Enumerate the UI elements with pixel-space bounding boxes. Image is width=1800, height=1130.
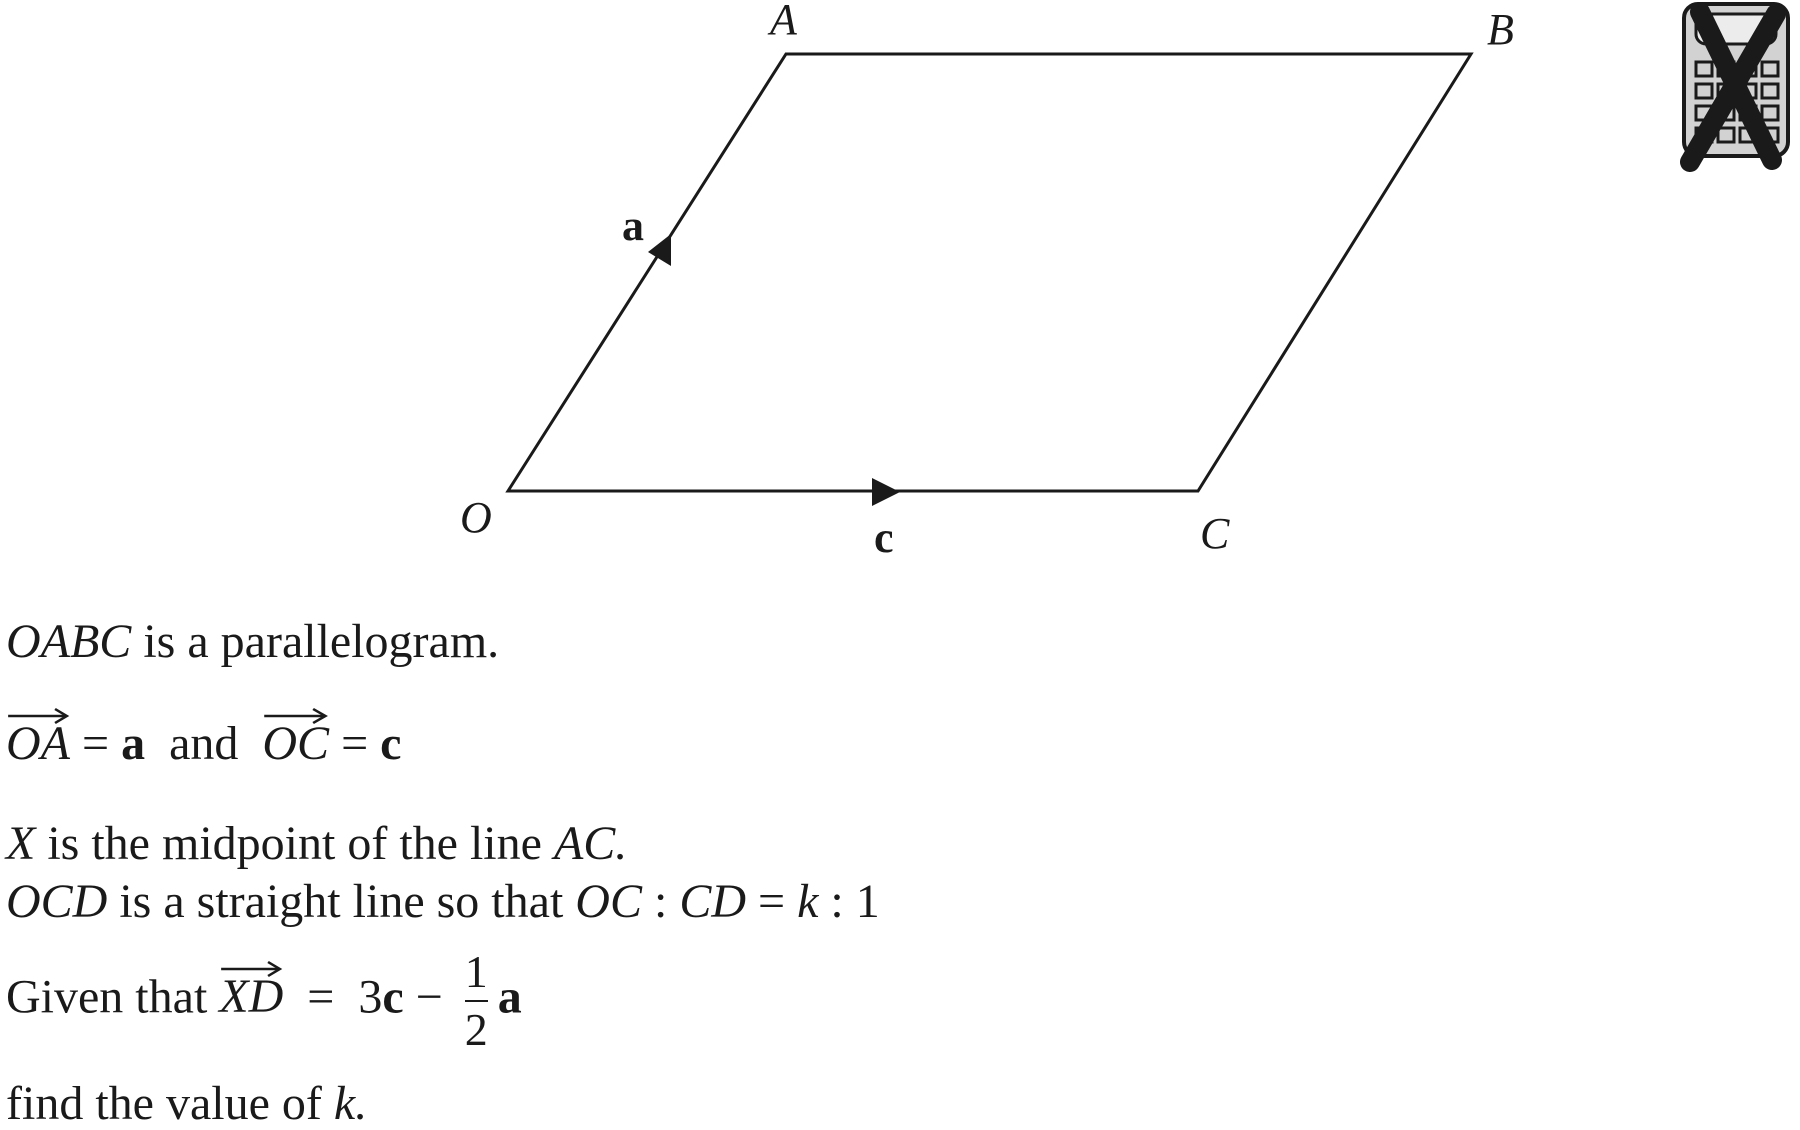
vector-xd-label: XD xyxy=(219,970,284,1024)
given-text: Given that xyxy=(6,970,220,1024)
vertex-label-c: C xyxy=(1200,509,1230,558)
shape-name: OABC xyxy=(6,615,132,668)
equals-three: = 3 xyxy=(283,970,383,1024)
ratio-text: is a straight line so that xyxy=(107,875,576,928)
point-x: X xyxy=(6,817,36,870)
colon: : xyxy=(641,875,680,928)
fraction-numerator: 1 xyxy=(464,946,488,997)
segment-oc: OC xyxy=(575,875,642,928)
statement-vectors xyxy=(6,717,402,770)
vector-label-a: a xyxy=(622,201,644,250)
vector-xd xyxy=(219,970,284,1024)
fraction-denominator: 2 xyxy=(464,1004,488,1056)
bold-c: c xyxy=(380,717,402,770)
equals-sign: = xyxy=(69,717,122,770)
question-prompt xyxy=(6,1077,368,1130)
vector-arrow-icon xyxy=(6,706,70,726)
vector-oa xyxy=(6,717,70,770)
fraction-bar xyxy=(465,1000,488,1002)
vector-oc xyxy=(262,717,330,770)
arrow-oc xyxy=(872,478,900,506)
statement-text: is a parallelogram. xyxy=(131,615,500,668)
arrow-oa xyxy=(648,234,671,266)
statement-parallelogram xyxy=(6,615,500,668)
midpoint-text: is the midpoint of the line xyxy=(35,817,554,870)
statement-given xyxy=(6,948,522,1055)
vector-arrow-icon xyxy=(262,706,329,726)
vector-oc-label: OC xyxy=(262,717,330,770)
vector-oa-label: OA xyxy=(6,717,70,770)
vertex-label-a: A xyxy=(770,0,797,44)
variable-k: k xyxy=(797,875,819,928)
minus-sign: − xyxy=(403,970,455,1024)
bold-a: a xyxy=(121,717,146,770)
fraction-half xyxy=(465,948,488,1055)
bold-a: a xyxy=(497,970,522,1024)
vector-arrow-icon xyxy=(219,959,283,979)
vertex-label-o: O xyxy=(460,493,492,542)
bold-c: c xyxy=(382,970,404,1024)
statement-ratio xyxy=(6,875,880,928)
statement-midpoint xyxy=(6,817,628,870)
line-ocd: OCD xyxy=(6,875,108,928)
ratio-one: : 1 xyxy=(818,875,880,928)
equals-sign: = xyxy=(746,875,798,928)
parallelogram-oabc xyxy=(508,54,1471,491)
find-text: find the value of xyxy=(6,1077,334,1130)
segment-cd: CD xyxy=(679,875,746,928)
variable-k: k. xyxy=(333,1077,368,1130)
line-ac: AC. xyxy=(553,817,628,870)
equals-sign: = xyxy=(329,717,381,770)
vector-label-c: c xyxy=(874,513,894,562)
no-calculator-icon xyxy=(1684,4,1788,162)
vertex-label-b: B xyxy=(1487,5,1514,54)
and-word: and xyxy=(145,717,263,770)
